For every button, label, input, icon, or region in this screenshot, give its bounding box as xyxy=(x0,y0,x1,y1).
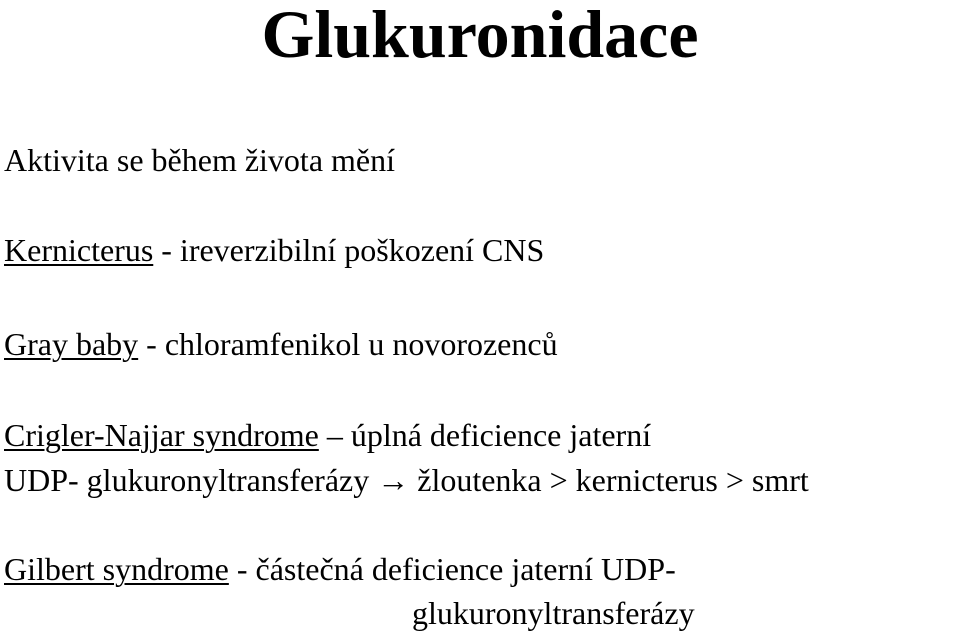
crigler-najjar-continuation xyxy=(4,461,809,499)
slide-title: Glukuronidace xyxy=(261,0,699,72)
crigler-najjar-term: Crigler-Najjar syndrome xyxy=(4,417,319,453)
gilbert-line xyxy=(4,550,676,588)
activity-line xyxy=(4,141,395,179)
kernicterus-term: Kernicterus xyxy=(4,232,154,268)
gilbert-term: Gilbert syndrome xyxy=(4,551,229,587)
gilbert-continuation xyxy=(412,594,695,632)
kernicterus-description: - ireverzibilní poškození CNS xyxy=(153,232,545,268)
gilbert-continuation-text: glukuronyltransferázy xyxy=(412,595,695,631)
gilbert-description: - částečná deficience jaterní UDP- xyxy=(228,551,676,587)
gray-baby-term: Gray baby xyxy=(4,326,139,362)
gray-baby-line xyxy=(4,325,558,363)
crigler-najjar-continuation-text: UDP- glukuronyltransferázy → žloutenka > kernicterus > smrt xyxy=(4,462,809,498)
crigler-najjar-line xyxy=(4,416,651,454)
kernicterus-line xyxy=(4,231,544,269)
gray-baby-description: - chloramfenikol u novorozenců xyxy=(138,326,558,362)
crigler-najjar-description: – úplná deficience jaterní xyxy=(318,417,652,453)
activity-text: Aktivita se během života mění xyxy=(4,142,395,178)
